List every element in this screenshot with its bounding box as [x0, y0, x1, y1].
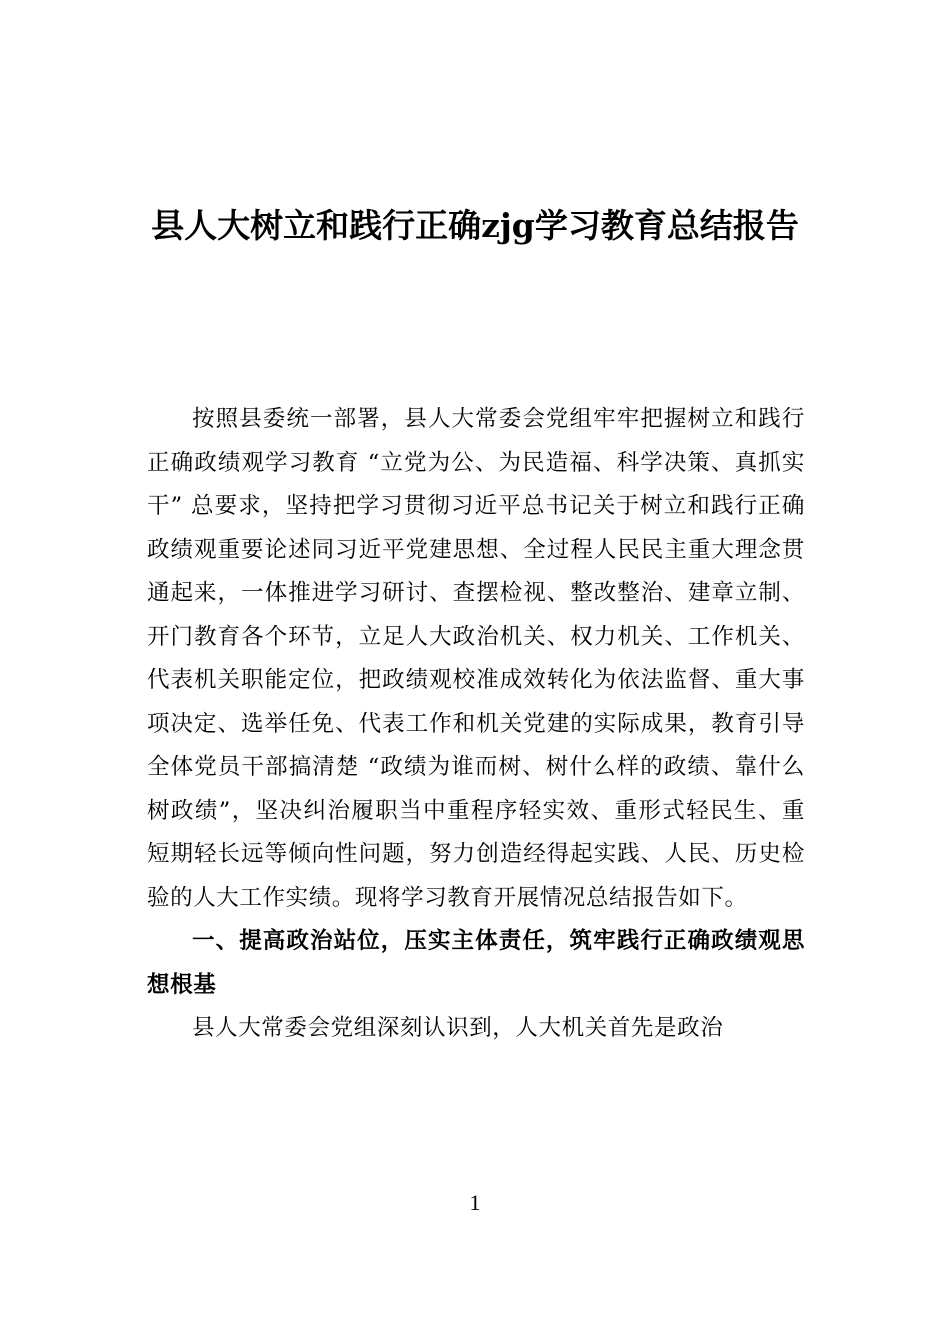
page-number: 1	[469, 1190, 481, 1215]
section-heading: 一、提高政治站位，压实主体责任，筑牢践行正确政绩观思想根基	[147, 928, 805, 998]
intro-paragraph: 按照县委统一部署，县人大常委会党组牢牢把握树立和践行正确政绩观学习教育 “立党为公、为民造福、科学决策、真抓实干” 总要求，坚持把学习贯彻习近平总书记关于树立和践行正确政绩观重要论述同习近平党建思想、全过程人民民主重大理念贯通起来，一体推进学习研讨、查摆检视、整改整治、建章立制、开门教育各个环节，立足人大政治机关、权力机关、工作机关、代表机关职能定位，把政绩观校准成效转化为依法监督、重大事项决定、选举任免、代表工作和机关党建的实际成果，教育引导全体党员干部搞清楚 “政绩为谁而树、树什么样的政绩、靠什么树政绩”，坚决纠治履职当中重程序轻实效、重形式轻民生、重短期轻长远等倾向性问题，努力创造经得起实践、人民、历史检验的人大工作实绩。现将学习教育开展情况总结报告如下。	[147, 406, 805, 911]
document-body	[147, 398, 805, 1051]
section-paragraph: 县人大常委会党组深刻认识到，人大机关首先是政治	[192, 1015, 724, 1041]
document-title: 县人大树立和践行正确zjg学习教育总结报告	[151, 206, 799, 245]
